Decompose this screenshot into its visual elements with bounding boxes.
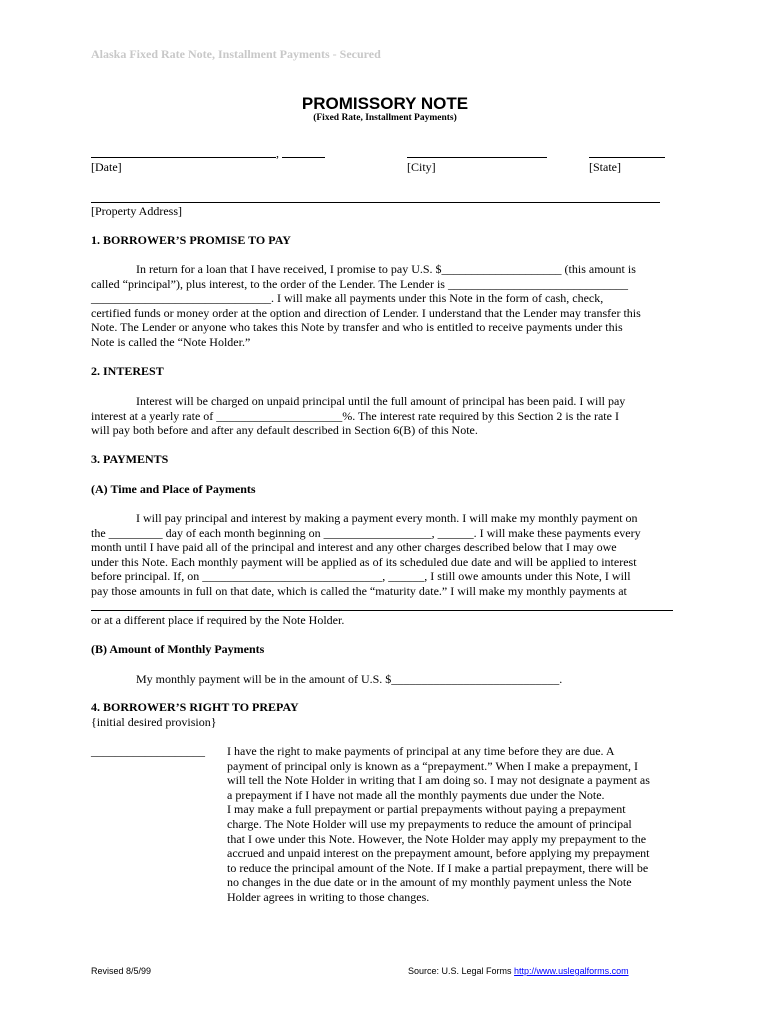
page-subtitle: (Fixed Rate, Installment Payments) bbox=[313, 113, 457, 123]
section-1-line: certified funds or money order at the option and direction of Lender. I understand that the Lender may transfer this bbox=[91, 305, 641, 320]
section-3a-tail: or at a different place if required by the Note Holder. bbox=[91, 613, 345, 627]
section-1-line: In return for a loan that I have received, I promise to pay U.S. $____________________ (this amount is bbox=[136, 262, 636, 276]
section-4-heading: 4. BORROWER’S RIGHT TO PREPAY bbox=[91, 700, 299, 714]
city-label: [City] bbox=[407, 160, 436, 174]
section-1-line: Note is called the “Note Holder.” bbox=[91, 334, 251, 349]
initial-blank[interactable]: ___________________ bbox=[91, 744, 205, 758]
payment-place-blank-line[interactable] bbox=[91, 610, 673, 611]
section-2-line: will pay both before and after any default described in Section 6(B) of this Note. bbox=[91, 423, 478, 438]
section-2-heading: 2. INTEREST bbox=[91, 364, 164, 378]
state-label: [State] bbox=[589, 160, 621, 174]
section-4-line: will tell the Note Holder in writing that I am doing so. I may not designate a payment as bbox=[227, 773, 650, 788]
section-3a-line: under this Note. Each monthly payment will be applied as of its scheduled due date and will be applied to interest bbox=[91, 554, 637, 569]
source-link[interactable]: http://www.uslegalforms.com bbox=[514, 966, 629, 976]
section-4-body bbox=[227, 744, 650, 905]
date-label: [Date] bbox=[91, 160, 122, 174]
section-4-line: payment of principal only is known as a “prepayment.” When I make a prepayment, I bbox=[227, 758, 638, 773]
section-1-heading: 1. BORROWER’S PROMISE TO PAY bbox=[91, 233, 291, 247]
section-1-line: ______________________________. I will make all payments under this Note in the form of cash, check, bbox=[91, 291, 604, 306]
property-address-blank-line[interactable] bbox=[91, 202, 660, 203]
section-3a-line: I will pay principal and interest by making a payment every month. I will make my monthly payment on bbox=[136, 511, 638, 525]
section-4-note: {initial desired provision} bbox=[91, 715, 217, 729]
section-3a-body bbox=[91, 511, 641, 599]
form-name: Alaska Fixed Rate Note, Installment Payments - Secured bbox=[91, 47, 381, 61]
section-4-line: I may make a full prepayment or partial prepayments without paying a prepayment bbox=[227, 802, 626, 817]
section-2-line: interest at a yearly rate of _____________________%. The interest rate required by this Section 2 is the rate I bbox=[91, 408, 619, 423]
section-4-line: a prepayment if I have not made all the monthly payments due under the Note. bbox=[227, 787, 605, 802]
city-blank-line[interactable] bbox=[407, 157, 547, 158]
section-3a-line: the _________ day of each month beginning on __________________, ______. I will make these payments every bbox=[91, 525, 641, 540]
section-4-line: to reduce the principal amount of the Note. If I make a partial prepayment, there will be bbox=[227, 860, 649, 875]
section-1-line: Note. The Lender or anyone who takes this Note by transfer and who is entitled to receive payments under this bbox=[91, 320, 623, 335]
section-4-line: charge. The Note Holder will use my prepayments to reduce the amount of principal bbox=[227, 816, 632, 831]
date-comma: , bbox=[276, 146, 279, 160]
section-3a-line: before principal. If, on ______________________________, ______, I still owe amounts under this Note, I will bbox=[91, 569, 631, 584]
property-address-label: [Property Address] bbox=[91, 204, 182, 218]
date-blank-line[interactable] bbox=[91, 157, 276, 158]
section-2-body bbox=[91, 394, 625, 438]
section-3b-heading: (B) Amount of Monthly Payments bbox=[91, 642, 265, 656]
section-1-body bbox=[91, 262, 641, 350]
footer-source-label: Source: U.S. Legal Forms bbox=[408, 966, 515, 976]
year-blank-line[interactable] bbox=[282, 157, 325, 158]
section-4-line: I have the right to make payments of principal at any time before they are due. A bbox=[227, 744, 615, 758]
section-4-line: that I owe under this Note. However, the Note Holder may apply my prepayment to the bbox=[227, 831, 647, 846]
section-1-line: called “principal”), plus interest, to the order of the Lender. The Lender is ______________________________ bbox=[91, 276, 628, 291]
section-4-line: Holder agrees in writing to those changes. bbox=[227, 889, 430, 904]
section-3-heading: 3. PAYMENTS bbox=[91, 452, 169, 466]
section-4-line: no changes in the due date or in the amount of my monthly payment unless the Note bbox=[227, 875, 632, 890]
page-title: PROMISSORY NOTE bbox=[301, 94, 469, 113]
footer-revised: Revised 8/5/99 bbox=[91, 966, 152, 976]
section-3a-line: pay those amounts in full on that date, which is called the “maturity date.” I will make my monthly payments at bbox=[91, 583, 627, 598]
section-3a-line: month until I have paid all of the principal and interest and any other charges described below that I may owe bbox=[91, 540, 617, 555]
state-blank-line[interactable] bbox=[589, 157, 665, 158]
section-2-line: Interest will be charged on unpaid principal until the full amount of principal has been paid. I will pay bbox=[136, 394, 626, 408]
footer-source bbox=[408, 966, 629, 976]
section-3b-line: My monthly payment will be in the amount of U.S. $____________________________. bbox=[136, 672, 563, 686]
section-4-line: accrued and unpaid interest on the prepayment amount, before applying my prepayment bbox=[227, 846, 650, 861]
section-3a-heading: (A) Time and Place of Payments bbox=[91, 482, 256, 496]
